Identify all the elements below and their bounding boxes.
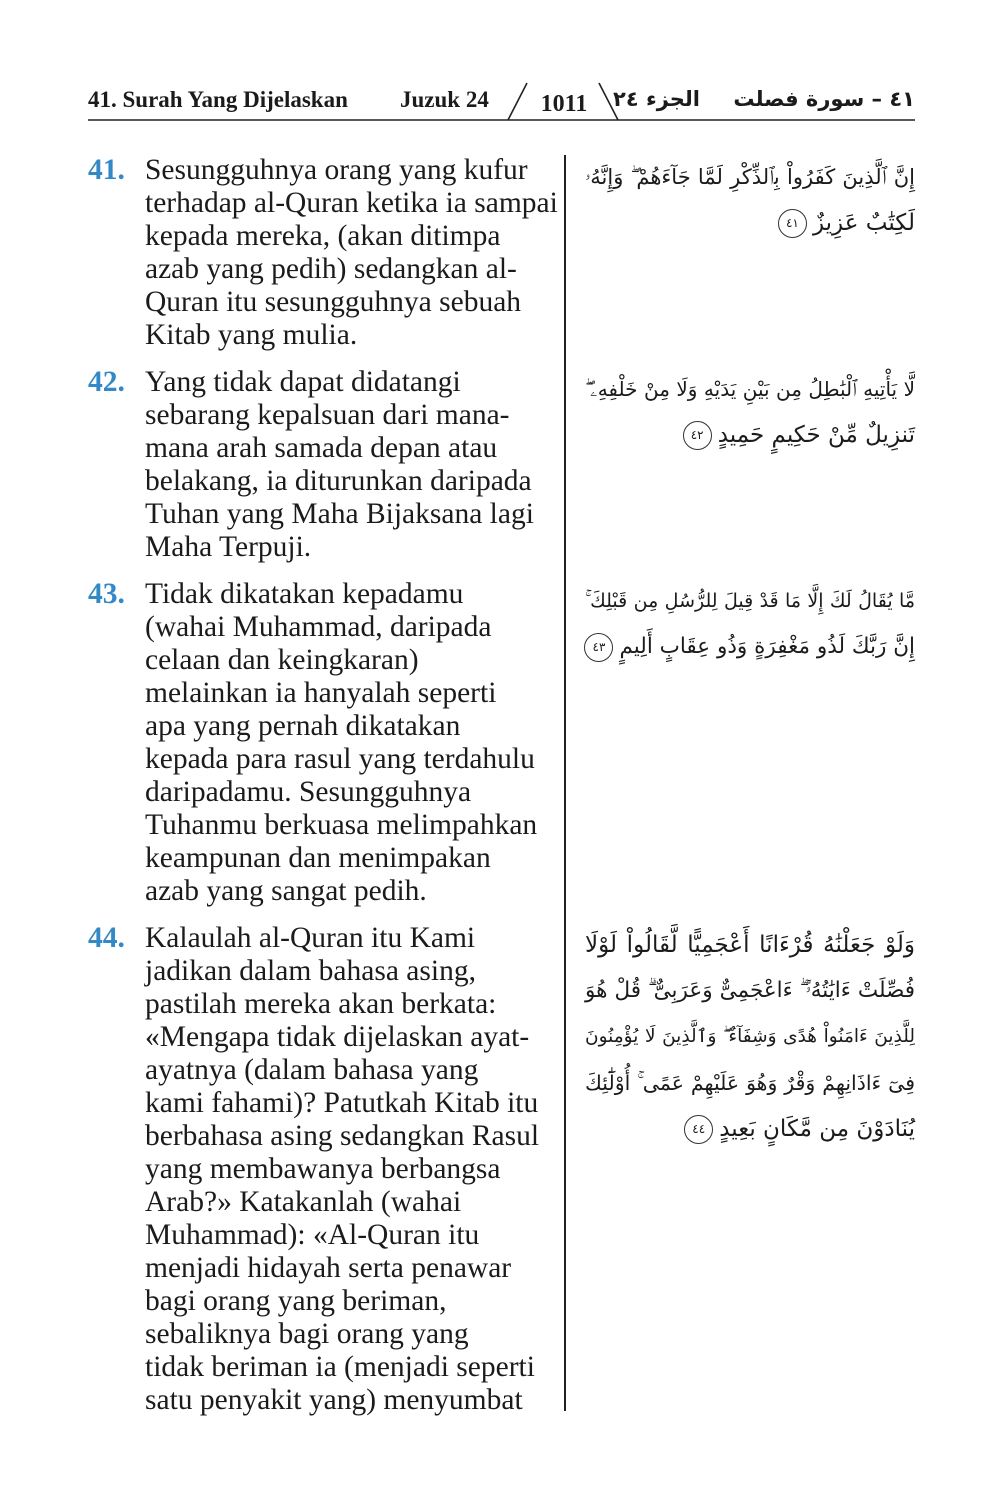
verse-row [88,578,915,908]
arabic-line-last [585,624,915,670]
verse-number: 42. [88,366,125,398]
running-head-juzuk: Juzuk 24 [400,87,489,112]
arabic-line: وَلَوْ جَعَلْنَٰهُ قُرْءَانًا أَعْجَمِيًّا لَّقَالُواْ لَوْلَا [585,932,915,958]
verse-arabic [585,578,915,670]
translation-line: ayatnya (dalam bahasa yang [145,1054,479,1086]
verse-row [88,366,915,564]
arabic-line-last [585,200,915,246]
translation-line: Muhammad): «Al-Quran itu [145,1219,480,1251]
arabic-line: لِلَّذِينَ ءَامَنُواْ هُدًى وَشِفَآءٌ ۖ وَٱلَّذِينَ لَا يُؤْمِنُونَ [585,1026,915,1047]
translation-line: Yang tidak dapat didatangi [145,366,461,398]
page-body [88,154,915,1417]
verse-number: 44. [88,922,125,954]
translation-line: pastilah mereka akan berkata: [145,988,497,1020]
translation-line: Quran itu sesungguhnya sebuah [145,286,522,318]
translation-line: satu penyakit yang) menyumbat [145,1384,523,1416]
verse-row [88,922,915,1417]
arabic-text: إِنَّ رَبَّكَ لَذُو مَغْفِرَةٍ وَذُو عِقَابٍ أَلِيمٍ [619,634,915,659]
ayah-end-marker: ٤٤ [684,1115,713,1144]
translation-line: terhadap al-Quran ketika ia sampai [145,187,558,219]
verse-translation [145,366,563,564]
running-head-surah: 41. Surah Yang Dijelaskan [88,87,348,112]
translation-line: menjadi hidayah serta penawar [145,1252,512,1284]
translation-line: Kitab yang mulia. [145,319,358,351]
page-tab-left-edge [508,83,527,120]
translation-line: belakang, ia diturunkan daripada [145,465,532,497]
verse-arabic [585,366,915,458]
arabic-line: مَّا يُقَالُ لَكَ إِلَّا مَا قَدْ قِيلَ لِلرُّسُلِ مِن قَبْلِكَ ۚ [585,590,915,612]
arabic-text: تَنزِيلٌ مِّنْ حَكِيمٍ حَمِيدٍ [717,422,915,448]
translation-line: Tidak dikatakan kepadamu [145,578,464,610]
running-head-surah-arabic: ٤١ – سورة فصلت [733,87,915,111]
verse-translation [145,154,563,352]
translation-line: melainkan ia hanyalah seperti [145,677,497,709]
arabic-text: يُنَادَوْنَ مِن مَّكَانٍ بَعِيدٍ [719,1116,915,1142]
translation-line: Kalaulah al-Quran itu Kami [145,922,476,954]
translation-line: Tuhan yang Maha Bijaksana lagi [145,498,534,530]
translation-line: berbahasa asing sedangkan Rasul [145,1120,540,1152]
verse-row [88,154,915,352]
arabic-text: لَكِتَٰبٌ عَزِيزٌ [812,210,915,236]
arabic-line: فِىٓ ءَاذَانِهِمْ وَقْرٌ وَهُوَ عَلَيْهِمْ عَمًى ۚ أُوْلَٰٓئِكَ [585,1071,915,1095]
translation-line: Maha Terpuji. [145,531,312,563]
verse-translation [145,922,563,1417]
translation-line: kepada mereka, (akan ditimpa [145,220,501,252]
translation-line: mana arah samada depan atau [145,432,498,464]
verse-number: 41. [88,154,125,186]
translation-line: kepada para rasul yang terdahulu [145,743,535,775]
translation-line: sebarang kepalsuan dari mana- [145,399,510,431]
verse-translation [145,578,563,908]
running-head-juz-arabic: الجزء ٢٤ [613,87,700,111]
translation-line: jadikan dalam bahasa asing, [145,955,476,987]
ayah-end-marker: ٤١ [778,209,807,238]
header-rules [0,0,1000,130]
page-number: 1011 [540,91,588,117]
arabic-line-last [585,1106,915,1152]
arabic-line: فُصِّلَتْ ءَايَٰتُهُۥٓ ۖ ءَاعْجَمِىٌّ وَعَرَبِىٌّ ۗ قُلْ هُوَ [585,978,915,1003]
translation-line: keampunan dan menimpakan [145,842,491,874]
translation-line: (wahai Muhammad, daripada [145,611,492,643]
page-tab-right-edge [599,83,618,120]
translation-line: celaan dan keingkaran) [145,644,419,676]
verse-arabic [585,154,915,246]
translation-line: «Mengapa tidak dijelaskan ayat- [145,1021,530,1053]
translation-line: Tuhanmu berkuasa melimpahkan [145,809,538,841]
arabic-line-last [585,412,915,458]
verse-number: 43. [88,578,125,610]
translation-line: Sesungguhnya orang yang kufur [145,154,528,186]
translation-line: sebaliknya bagi orang yang [145,1318,469,1350]
translation-line: Arab?» Katakanlah (wahai [145,1186,462,1218]
verse-arabic [585,922,915,1152]
arabic-line: إِنَّ ٱلَّذِينَ كَفَرُواْ بِٱلذِّكْرِ لَمَّا جَآءَهُمْ ۖ وَإِنَّهُۥ [585,165,915,189]
translation-line: azab yang sangat pedih. [145,875,427,907]
translation-line: daripadamu. Sesungguhnya [145,776,472,808]
arabic-line: لَّا يَأْتِيهِ ٱلْبَٰطِلُ مِن بَيْنِ يَدَيْهِ وَلَا مِنْ خَلْفِهِۦ ۖ [585,377,915,401]
translation-line: yang membawanya berbangsa [145,1153,501,1185]
translation-line: apa yang pernah dikatakan [145,710,461,742]
translation-line: tidak beriman ia (menjadi seperti [145,1351,535,1383]
translation-line: bagi orang yang beriman, [145,1285,447,1317]
ayah-end-marker: ٤٣ [584,633,613,662]
translation-line: azab yang pedih) sedangkan al- [145,253,517,285]
ayah-end-marker: ٤٢ [683,421,712,450]
translation-line: kami fahami)? Patutkah Kitab itu [145,1087,539,1119]
